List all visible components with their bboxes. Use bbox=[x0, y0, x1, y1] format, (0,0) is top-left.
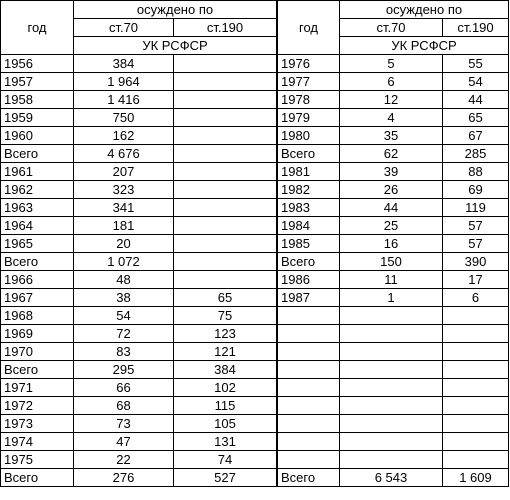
art190-cell bbox=[443, 397, 509, 415]
year-cell: 1980 bbox=[278, 127, 340, 145]
year-cell: Всего bbox=[278, 469, 340, 487]
art70-cell: 47 bbox=[74, 433, 174, 451]
art70-cell: 38 bbox=[74, 289, 174, 307]
art70-cell: 54 bbox=[74, 307, 174, 325]
year-cell: 1986 bbox=[278, 271, 340, 289]
art70-cell: 35 bbox=[340, 127, 443, 145]
art70-cell bbox=[340, 433, 443, 451]
art70-cell: 66 bbox=[74, 379, 174, 397]
year-cell: 1960 bbox=[1, 127, 74, 145]
art190-cell bbox=[443, 325, 509, 343]
table-row bbox=[1, 91, 509, 109]
art190-cell: 384 bbox=[174, 361, 277, 379]
year-cell: Всего bbox=[278, 145, 340, 163]
art70-cell: 384 bbox=[74, 55, 174, 73]
art70-cell: 20 bbox=[74, 235, 174, 253]
art70-cell bbox=[340, 325, 443, 343]
year-cell: 1976 bbox=[278, 55, 340, 73]
year-cell bbox=[278, 433, 340, 451]
art190-cell bbox=[443, 379, 509, 397]
year-cell: Всего bbox=[1, 469, 74, 487]
art70-cell: 11 bbox=[340, 271, 443, 289]
year-cell: 1958 bbox=[1, 91, 74, 109]
art190-cell bbox=[174, 271, 277, 289]
art190-cell: 75 bbox=[174, 307, 277, 325]
art70-cell: 83 bbox=[74, 343, 174, 361]
art70-cell: 1 964 bbox=[74, 73, 174, 91]
art190-cell: 6 bbox=[443, 289, 509, 307]
art70-cell: 26 bbox=[340, 181, 443, 199]
art190-cell bbox=[443, 415, 509, 433]
table-row bbox=[1, 325, 509, 343]
year-cell: 1981 bbox=[278, 163, 340, 181]
year-cell: 1959 bbox=[1, 109, 74, 127]
table-row bbox=[1, 469, 509, 487]
art70-cell bbox=[340, 379, 443, 397]
year-cell: 1957 bbox=[1, 73, 74, 91]
year-cell: 1987 bbox=[278, 289, 340, 307]
art70-cell: 62 bbox=[340, 145, 443, 163]
art190-cell: 67 bbox=[443, 127, 509, 145]
art190-cell bbox=[443, 361, 509, 379]
art190-cell bbox=[174, 91, 277, 109]
art70-cell bbox=[340, 415, 443, 433]
art190-cell bbox=[443, 343, 509, 361]
table-row bbox=[1, 433, 509, 451]
year-cell: 1975 bbox=[1, 451, 74, 469]
art70-cell: 276 bbox=[74, 469, 174, 487]
year-cell: 1977 bbox=[278, 73, 340, 91]
art190-header-right: ст.190 bbox=[443, 19, 509, 37]
table-row bbox=[1, 73, 509, 91]
art70-cell bbox=[340, 397, 443, 415]
art190-cell bbox=[174, 181, 277, 199]
art70-cell: 6 bbox=[340, 73, 443, 91]
year-cell: 1971 bbox=[1, 379, 74, 397]
art70-cell: 72 bbox=[74, 325, 174, 343]
art190-cell bbox=[174, 73, 277, 91]
year-cell: Всего bbox=[1, 361, 74, 379]
art190-cell: 69 bbox=[443, 181, 509, 199]
year-cell: 1967 bbox=[1, 289, 74, 307]
art70-cell: 207 bbox=[74, 163, 174, 181]
art190-cell bbox=[174, 217, 277, 235]
art190-cell: 102 bbox=[174, 379, 277, 397]
art190-cell: 285 bbox=[443, 145, 509, 163]
art190-cell: 55 bbox=[443, 55, 509, 73]
year-cell: 1978 bbox=[278, 91, 340, 109]
art70-cell: 44 bbox=[340, 199, 443, 217]
art70-cell: 1 bbox=[340, 289, 443, 307]
year-cell: 1973 bbox=[1, 415, 74, 433]
year-cell: 1985 bbox=[278, 235, 340, 253]
year-cell: 1974 bbox=[1, 433, 74, 451]
year-cell: Всего bbox=[1, 145, 74, 163]
art70-cell bbox=[340, 307, 443, 325]
year-cell: 1961 bbox=[1, 163, 74, 181]
table-row bbox=[1, 109, 509, 127]
art190-cell bbox=[174, 109, 277, 127]
table-row bbox=[1, 55, 509, 73]
year-cell bbox=[278, 325, 340, 343]
art190-cell bbox=[174, 235, 277, 253]
table-row bbox=[1, 199, 509, 217]
year-header-left: год bbox=[1, 1, 74, 55]
art190-cell: 131 bbox=[174, 433, 277, 451]
year-cell: 1966 bbox=[1, 271, 74, 289]
year-cell: 1982 bbox=[278, 181, 340, 199]
art190-cell: 105 bbox=[174, 415, 277, 433]
table-row bbox=[1, 145, 509, 163]
table-row bbox=[1, 415, 509, 433]
art190-cell: 527 bbox=[174, 469, 277, 487]
year-cell: Всего bbox=[1, 253, 74, 271]
table-row bbox=[1, 127, 509, 145]
art190-cell: 119 bbox=[443, 199, 509, 217]
art70-cell bbox=[340, 343, 443, 361]
art70-cell: 5 bbox=[340, 55, 443, 73]
art190-cell: 54 bbox=[443, 73, 509, 91]
table-row bbox=[1, 379, 509, 397]
art70-cell: 16 bbox=[340, 235, 443, 253]
art70-cell: 48 bbox=[74, 271, 174, 289]
year-cell bbox=[278, 451, 340, 469]
art190-cell: 121 bbox=[174, 343, 277, 361]
art70-cell: 4 bbox=[340, 109, 443, 127]
table-row bbox=[1, 397, 509, 415]
art70-cell: 22 bbox=[74, 451, 174, 469]
art190-cell bbox=[443, 433, 509, 451]
year-cell bbox=[278, 307, 340, 325]
art190-cell bbox=[174, 199, 277, 217]
art70-cell: 68 bbox=[74, 397, 174, 415]
table-row bbox=[1, 271, 509, 289]
table-row bbox=[1, 163, 509, 181]
table-row bbox=[1, 451, 509, 469]
header-row-1 bbox=[1, 1, 509, 19]
art70-header-left: ст.70 bbox=[74, 19, 174, 37]
art190-cell bbox=[174, 253, 277, 271]
table-row bbox=[1, 289, 509, 307]
art190-cell: 44 bbox=[443, 91, 509, 109]
art70-cell: 150 bbox=[340, 253, 443, 271]
art190-cell: 74 bbox=[174, 451, 277, 469]
year-cell bbox=[278, 415, 340, 433]
code-header-left: УК РСФСР bbox=[74, 37, 277, 55]
art190-cell: 390 bbox=[443, 253, 509, 271]
art70-cell: 181 bbox=[74, 217, 174, 235]
header-row-3 bbox=[1, 37, 509, 55]
year-cell bbox=[278, 343, 340, 361]
art190-cell: 1 609 bbox=[443, 469, 509, 487]
art70-cell: 1 416 bbox=[74, 91, 174, 109]
table-row bbox=[1, 181, 509, 199]
header-row-2 bbox=[1, 19, 509, 37]
art190-cell: 57 bbox=[443, 217, 509, 235]
table-row bbox=[1, 307, 509, 325]
art190-cell bbox=[443, 451, 509, 469]
year-cell bbox=[278, 361, 340, 379]
year-cell: 1956 bbox=[1, 55, 74, 73]
year-header-right: год bbox=[278, 1, 340, 55]
art70-cell: 4 676 bbox=[74, 145, 174, 163]
art190-cell bbox=[443, 307, 509, 325]
art190-cell: 65 bbox=[174, 289, 277, 307]
year-cell: 1963 bbox=[1, 199, 74, 217]
art190-cell: 17 bbox=[443, 271, 509, 289]
convicted-header-left: осуждено по bbox=[74, 1, 277, 19]
art190-cell: 57 bbox=[443, 235, 509, 253]
table-row bbox=[1, 217, 509, 235]
art70-cell: 12 bbox=[340, 91, 443, 109]
art190-cell: 65 bbox=[443, 109, 509, 127]
art70-cell: 750 bbox=[74, 109, 174, 127]
art70-cell: 323 bbox=[74, 181, 174, 199]
art190-cell: 115 bbox=[174, 397, 277, 415]
code-header-right: УК РСФСР bbox=[340, 37, 509, 55]
art190-header-left: ст.190 bbox=[174, 19, 277, 37]
art70-cell: 1 072 bbox=[74, 253, 174, 271]
year-cell: 1979 bbox=[278, 109, 340, 127]
year-cell: 1969 bbox=[1, 325, 74, 343]
art70-cell: 25 bbox=[340, 217, 443, 235]
year-cell: 1984 bbox=[278, 217, 340, 235]
year-cell: 1968 bbox=[1, 307, 74, 325]
year-cell: 1964 bbox=[1, 217, 74, 235]
art190-cell bbox=[174, 163, 277, 181]
art70-cell bbox=[340, 361, 443, 379]
art70-cell: 6 543 bbox=[340, 469, 443, 487]
year-cell bbox=[278, 379, 340, 397]
art70-cell: 341 bbox=[74, 199, 174, 217]
art190-cell bbox=[174, 145, 277, 163]
art70-cell bbox=[340, 451, 443, 469]
year-cell: 1983 bbox=[278, 199, 340, 217]
year-cell: 1970 bbox=[1, 343, 74, 361]
art70-cell: 39 bbox=[340, 163, 443, 181]
year-cell: 1972 bbox=[1, 397, 74, 415]
table-row bbox=[1, 343, 509, 361]
art70-cell: 295 bbox=[74, 361, 174, 379]
art190-cell bbox=[174, 55, 277, 73]
convicted-header-right: осуждено по bbox=[340, 1, 509, 19]
art190-cell bbox=[174, 127, 277, 145]
table-row bbox=[1, 253, 509, 271]
art70-cell: 73 bbox=[74, 415, 174, 433]
year-cell: 1962 bbox=[1, 181, 74, 199]
table-row bbox=[1, 361, 509, 379]
year-cell bbox=[278, 397, 340, 415]
art70-cell: 162 bbox=[74, 127, 174, 145]
art70-header-right: ст.70 bbox=[340, 19, 443, 37]
art190-cell: 88 bbox=[443, 163, 509, 181]
year-cell: Всего bbox=[278, 253, 340, 271]
art190-cell: 123 bbox=[174, 325, 277, 343]
table-row bbox=[1, 235, 509, 253]
year-cell: 1965 bbox=[1, 235, 74, 253]
